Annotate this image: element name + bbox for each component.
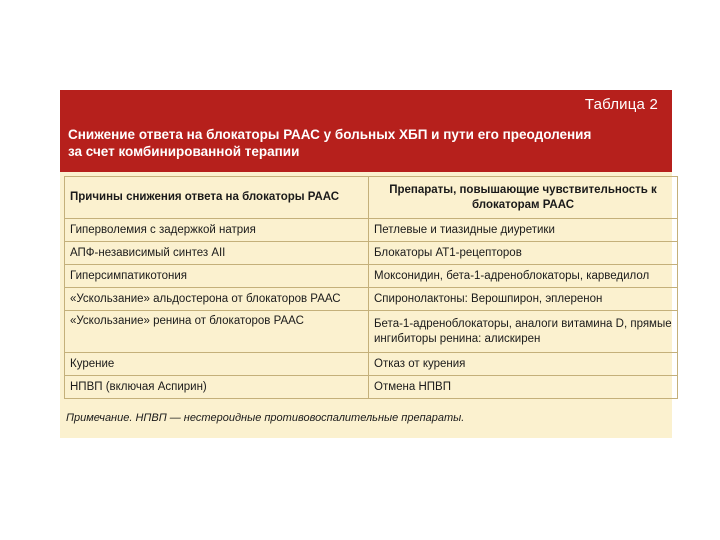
cause-cell: НПВП (включая Аспирин) bbox=[65, 376, 369, 399]
table-number: Таблица 2 bbox=[584, 96, 658, 113]
table-footnote: Примечание. НПВП — нестероидные противовоспалительные препараты. bbox=[66, 412, 465, 424]
data-table bbox=[64, 176, 678, 399]
table-row bbox=[65, 242, 678, 265]
remedy-cell: Отказ от курения bbox=[369, 353, 678, 376]
cause-cell: Курение bbox=[65, 353, 369, 376]
table-row bbox=[65, 376, 678, 399]
remedy-cell: Петлевые и тиазидные диуретики bbox=[369, 219, 678, 242]
table-header bbox=[60, 90, 672, 172]
column-header-causes: Причины снижения ответа на блокаторы РААС bbox=[65, 177, 369, 219]
table-row bbox=[65, 288, 678, 311]
table-row bbox=[65, 311, 678, 353]
table-header-row bbox=[65, 177, 678, 219]
table-row bbox=[65, 265, 678, 288]
table-title-line-2: за счет комбинированной терапии bbox=[68, 144, 300, 159]
table-card bbox=[60, 90, 672, 438]
cause-cell: Гиперсимпатикотония bbox=[65, 265, 369, 288]
cause-cell: «Ускользание» ренина от блокаторов РААС bbox=[65, 311, 369, 353]
remedy-cell: Спиронолактоны: Верошпирон, эплеренон bbox=[369, 288, 678, 311]
remedy-cell: Моксонидин, бета-1-адреноблокаторы, карведилол bbox=[369, 265, 678, 288]
cause-cell: «Ускользание» альдостерона от блокаторов РААС bbox=[65, 288, 369, 311]
cause-cell: АПФ-независимый синтез АII bbox=[65, 242, 369, 265]
remedy-cell: Бета-1-адреноблокаторы, аналоги витамина D, прямые ингибиторы ренина: алискирен bbox=[369, 311, 678, 353]
table-row bbox=[65, 353, 678, 376]
remedy-cell: Блокаторы АТ1-рецепторов bbox=[369, 242, 678, 265]
column-header-drugs: Препараты, повышающие чувствительность к блокаторам РААС bbox=[369, 177, 678, 219]
cause-cell: Гиперволемия с задержкой натрия bbox=[65, 219, 369, 242]
table-row bbox=[65, 219, 678, 242]
table-title bbox=[68, 126, 658, 160]
table-title-line-1: Снижение ответа на блокаторы РААС у больных ХБП и пути его преодоления bbox=[68, 127, 592, 142]
remedy-cell: Отмена НПВП bbox=[369, 376, 678, 399]
